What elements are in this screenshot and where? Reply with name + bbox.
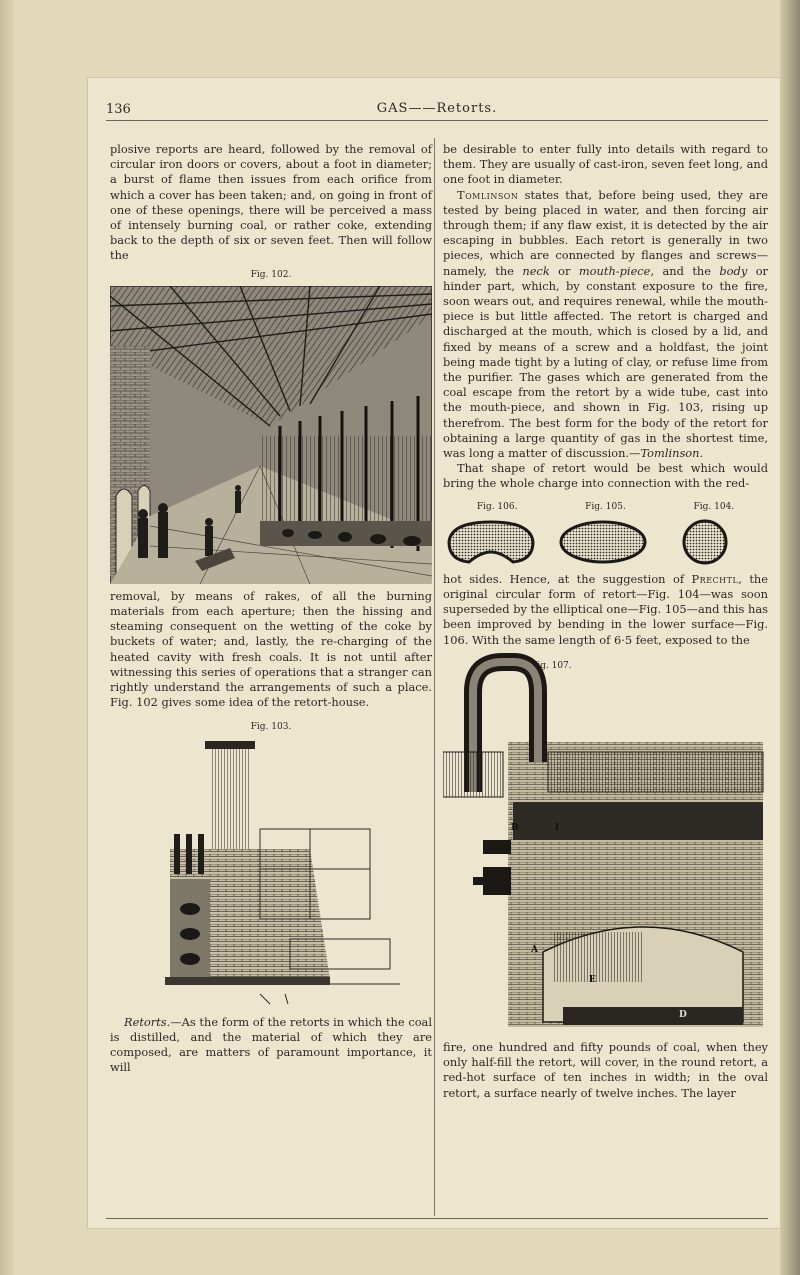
- figure-102-retort-house: [110, 286, 432, 584]
- figure-107-retort-setting: [443, 652, 768, 1036]
- term: mouth-piece: [578, 263, 651, 278]
- figures-104-106-retort-sections: [443, 518, 768, 566]
- page-header: [106, 96, 768, 121]
- left-column: [110, 142, 432, 1075]
- author-name: Tomlinson: [457, 187, 519, 202]
- term: body: [719, 263, 748, 278]
- page-number: 136: [106, 102, 131, 117]
- paragraph-text: , and the: [650, 263, 720, 278]
- paragraph: be desirable to enter fully into details with regard to them. They are usually of cast-iron, seven feet long, and one foot in diameter.: [443, 142, 768, 187]
- section-lead: Retorts.: [124, 1014, 171, 1029]
- paragraph: [443, 572, 768, 648]
- retort-section-106: [449, 522, 533, 562]
- paragraph: fire, one hundred and fifty pounds of coal, when they only half-fill the retort, will cover, in the round retort, a red-hot surface of ten inches in width; in the oval retort, a surface nearly of twelve inches. The layer: [443, 1039, 768, 1100]
- paragraph-text: —As the form of the retorts in which the coal is distilled, and the material of which they are composed, are matters of paramount importance, it will: [110, 1014, 432, 1075]
- figure-caption-105: Fig. 105.: [585, 501, 626, 512]
- figure-caption-102: Fig. 102.: [250, 269, 292, 280]
- figures-104-106-captions: [443, 500, 768, 515]
- figure-label-a: A: [531, 944, 538, 955]
- paragraph: removal, by means of rakes, of all the burning materials from each aperture; then the hissing and steaming consequent on the wetting of the coke by buckets of water; and, lastly, the re-charging of the heated cavity with fresh coals. It is not until after witnessing this series of operations that a stranger can rightly understand the arrangements of such a place. Fig. 102 gives some idea of the retort-house.: [110, 588, 432, 710]
- running-head: GAS——Retorts.: [376, 101, 498, 116]
- paragraph: [443, 188, 768, 462]
- page-bottom-rule: [106, 1218, 768, 1219]
- paragraph: [110, 1015, 432, 1076]
- author-name: Prechtl: [691, 571, 739, 586]
- book-page: [88, 78, 780, 1228]
- retort-section-105: [561, 522, 645, 562]
- paragraph-text: , the original circular form of retort—Fig. 104—was soon superseded by the elliptical one—Fig. 105—and this has been improved by bending in the lower surface—Fig. 106. With the same length of 6·5 feet, exposed to the: [443, 571, 769, 647]
- paragraph: That shape of retort would be best which would bring the whole charge into connection with the red-: [443, 461, 768, 491]
- paragraph-text: or: [549, 263, 579, 278]
- paragraph: plosive reports are heard, followed by the removal of circular iron doors or covers, about a foot in diameter; a burst of flame then issues from each orifice from which a cover has been taken; and, on going in front of one of these openings, there will be perceived a mass of intensely burning coal, or rather coke, extending back to the depth of six or seven feet. Then will follow the: [110, 142, 432, 263]
- figure-label-b: B: [511, 822, 519, 833]
- right-column: [443, 142, 768, 1101]
- figure-caption-107: Fig. 107.: [531, 660, 572, 671]
- page-edge-right: [780, 0, 800, 1275]
- figure-caption-104: Fig. 104.: [693, 501, 735, 512]
- figure-caption-103: Fig. 103.: [250, 722, 292, 733]
- figure-caption-106: Fig. 106.: [476, 501, 518, 512]
- paragraph-text: hot sides. Hence, at the suggestion of: [443, 571, 692, 586]
- figure-103-retort-bench: [110, 739, 432, 1009]
- figure-label-d: D: [679, 1009, 687, 1020]
- page-edge-left: [0, 0, 14, 1275]
- figure-label-i: I: [555, 822, 560, 833]
- retort-section-104: [684, 521, 726, 563]
- source-citation: Tomlinson.: [640, 446, 704, 461]
- paragraph-text: states that, before being used, they are tested by being placed in water, and then forcing air through them; if any flaw exist, it is detected by the air escaping in bubbles. Each retort is generally in two pieces, which are connected by flanges and screws—namely, the: [443, 187, 768, 278]
- paragraph-text: or hinder part, which, by constant exposure to the fire, soon wears out, and requires renewal, while the mouth-piece is but little affected. The retort is charged and discharged at the mouth, which is closed by a lid, and fixed by means of a screw and a holdfast, the joint being made tight by a luting of clay, or refuse lime from the purifier. The gases which are generated from the coal escape from the retort by a wide tube, cast into the mouth-piece, and shown in Fig. 103, rising up therefrom. The best form for the body of the retort for obtaining a large quantity of gas in the shortest time, was long a matter of discussion.—: [443, 263, 769, 461]
- term: neck: [522, 263, 550, 278]
- column-divider: [434, 138, 435, 1216]
- figure-label-e: E: [589, 974, 596, 985]
